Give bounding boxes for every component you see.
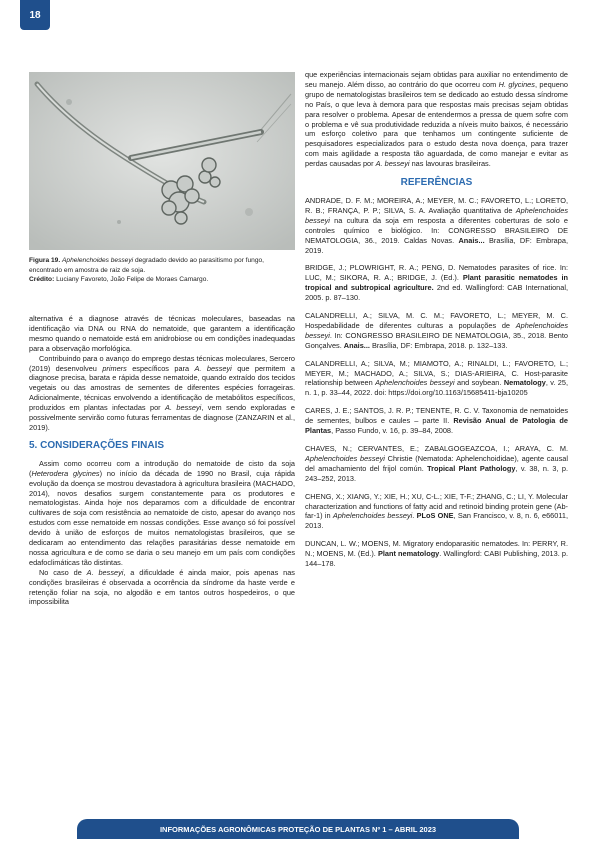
paragraph: Assim como ocorreu com a introdução do nematoide de cisto da soja (Heterodera glycines) no início da década de 1990 no Brasil, cuja rápida evolução da doença se mostrou devastadora à agricultura brasileira (MACHADO, 2014), novos desafios surgem constantemente para os produtores e nematologistas. Ainda hoje nos deparamos com a dificuldade de encontrar cultivares de soja com resistência ao nematoide de cisto, apesar do avanço nos estudos com esse nematoide em nossas condições. Esse avanço só foi possível devido à união de esforços de muitos nematologistas brasileiros, que se dedicaram ao entendimento das relações parasitárias desse nematoide em nossa agricultura e de como se daria o seu manejo em um país com condições edafoclimáticas tão distintas. bbox=[29, 458, 296, 567]
paragraph: No caso de A. besseyi, a dificuldade é ainda maior, pois apenas nas condições brasileiras é observada a ocorrência da síndrome da haste verde e retenção foliar na soja, no algodão e em tantos outros hospedeiros, o que impossibilita bbox=[29, 567, 295, 607]
reference-item: CHAVES, N.; CERVANTES, E.; ZABALGOGEAZCOA, I.; ARAYA, C. M. Aphelenchoides besseyi Christie (Nematoda: Aphelenchoididae), agente causal del amachamiento del frijol común. Tropical Plant Pathology, v. 38, n. 3, p. 243–252, 2013. bbox=[305, 444, 568, 483]
credit-text: Luciany Favoreto, João Felipe de Moraes Camargo. bbox=[54, 276, 209, 284]
right-column bbox=[305, 70, 568, 577]
reference-item: CALANDRELLI, A.; SILVA, M.; MIAMOTO, A.; RINALDI, L.; FAVORETO, L.; MEYER, M.; MACHADO, A.; SILVA, S.; DIAS-ARIEIRA, C. Host-parasite relationship between Aphelenchoides besseyi and soybean. Nematology, v. 25, n. 1, p. 33–44, 2022. doi: https://doi.org/10.1163/15685411-bja10205 bbox=[305, 358, 569, 398]
page-number: 18 bbox=[20, 0, 50, 30]
paragraph: alternativa é a diagnose através de técnicas moleculares, baseadas na identificação via DNA ou RNA do nematoide, que garantem a identificação mesmo quando o nematoide está em anidrobiose ou em condições inadequadas para a observação morfológica. bbox=[29, 314, 295, 353]
caption-species: Aphelenchoides besseyi bbox=[62, 257, 134, 264]
paragraph: Contribuindo para o avanço do emprego destas técnicas moleculares, Sercero (2019) desenvolveu primers específicos para A. besseyi que permitem a diagnose precisa, barata e rápida desse nematoide, quando extraído dos tecidos vegetais ou das amostras de sementes de diferentes espécies forrageiras. Adicionalmente, técnicas envolvendo a identificação de metabólitos específicos, produzidos em plantas infectadas por A. besseyi, vem sendo exploradas e possivelmente servirão como futuras ferramentas de diagnose (ZANZARIN et al., 2019). bbox=[29, 353, 295, 432]
reference-item: CHENG, X.; XIANG, Y.; XIE, H.; XU, C-L.; XIE, T-F.; ZHANG, C.; LI, Y. Molecular characterization and functions of fatty acid and retinoid binding protein gene (Ab-far-1) in Aphelenchoides besseyi. PLoS ONE, San Francisco, v. 8, n. 6, e66011, 2013. bbox=[305, 491, 568, 531]
reference-item: CARES, J. E.; SANTOS, J. R. P.; TENENTE, R. C. V. Taxonomia de nematoides de sementes, bulbos e caules – parte II. Revisão Anual de Patologia de Plantas, Passo Fundo, v. 16, p. 39–84, 2008. bbox=[305, 406, 568, 436]
paragraph: que experiências internacionais sejam obtidas para auxiliar no entendimento de seu manejo. Além disso, ao contrário do que ocorreu com H. glycines, pequeno grupo de nematologistas brasileiros tem se dedicado ao estudo dessa síndrome no País, o que leva à demora para que respostas mais precisas sejam obtidas para resolver o problema. Apesar de entendermos a pressa de quem sofre com o problema e vê sua produtividade reduzida a níveis muito baixos, é necessário um esforço coletivo para que tenhamos um contingente suficiente de pesquisadores especializados para o estudo desta nova doença, para trazer com mais agilidade a resposta tão aguardada, de como manejar e evitar as perdas causadas por A. besseyi nas lavouras brasileiras. bbox=[305, 70, 569, 169]
left-column bbox=[29, 314, 295, 607]
reference-item: BRIDGE, J.; PLOWRIGHT, R. A.; PENG, D. Nematodes parasites of rice. In: LUC, M.; SIKORA, R. A.; BRIDGE, J. (Ed.). Plant parasitic nematodes in tropical and subtropical agriculture. 2nd ed. Wallingford: CAB International, 2005. p. 87–130. bbox=[305, 263, 569, 303]
figure-caption bbox=[29, 256, 295, 285]
credit-label: Crédito: bbox=[29, 276, 55, 284]
reference-item: DUNCAN, L. W.; MOENS, M. Migratory endoparasitic nematodes. In: PERRY, R. N.; MOENS, M. (Ed.). Plant nematology. Wallingford: CABI Publishing, 2013. p. 144–178. bbox=[305, 539, 568, 569]
references-heading: REFERÊNCIAS bbox=[400, 177, 473, 189]
figure-nematode-micrograph bbox=[29, 72, 295, 250]
reference-item: ANDRADE, D. F. M.; MOREIRA, A.; MEYER, M. C.; FAVORETO, L.; LORETO, R. B.; FRANÇA, P. P.; SILVA, S. A. Avaliação quantitativa de Aphelenchoides besseyi na cultura da soja em resposta a diferentes coberturas de solo e controles químico e biológico. In: CONGRESSO BRASILEIRO DE NEMATOLOGIA, 36., 2019. Caldas Novas. Anais... Brasília, DF: Embrapa, 2019. bbox=[305, 195, 568, 255]
caption-text: degradado devido ao parasitismo por fungo, encontrado em amostra de raiz de soja. bbox=[29, 257, 264, 274]
footer-banner: INFORMAÇÕES AGRONÔMICAS PROTEÇÃO DE PLANTAS Nº 1 – ABRIL 2023 bbox=[77, 819, 519, 839]
section-heading: 5. CONSIDERAÇÕES FINAIS bbox=[29, 439, 165, 451]
reference-item: CALANDRELLI, A.; SILVA, M. C. M.; FAVORETO, L.; MEYER, M. C. Hospedabilidade de diferentes culturas a populações de Aphelenchoides besseyi. In: CONGRESSO BRASILEIRO DE NEMATOLOGIA, 35., 2018. Bento Gonçalves. Anais... Brasília, DF: Embrapa, 2018. p. 132–133. bbox=[305, 311, 568, 350]
figure-label: Figura 19. bbox=[29, 257, 61, 264]
micrograph-image bbox=[29, 72, 295, 250]
